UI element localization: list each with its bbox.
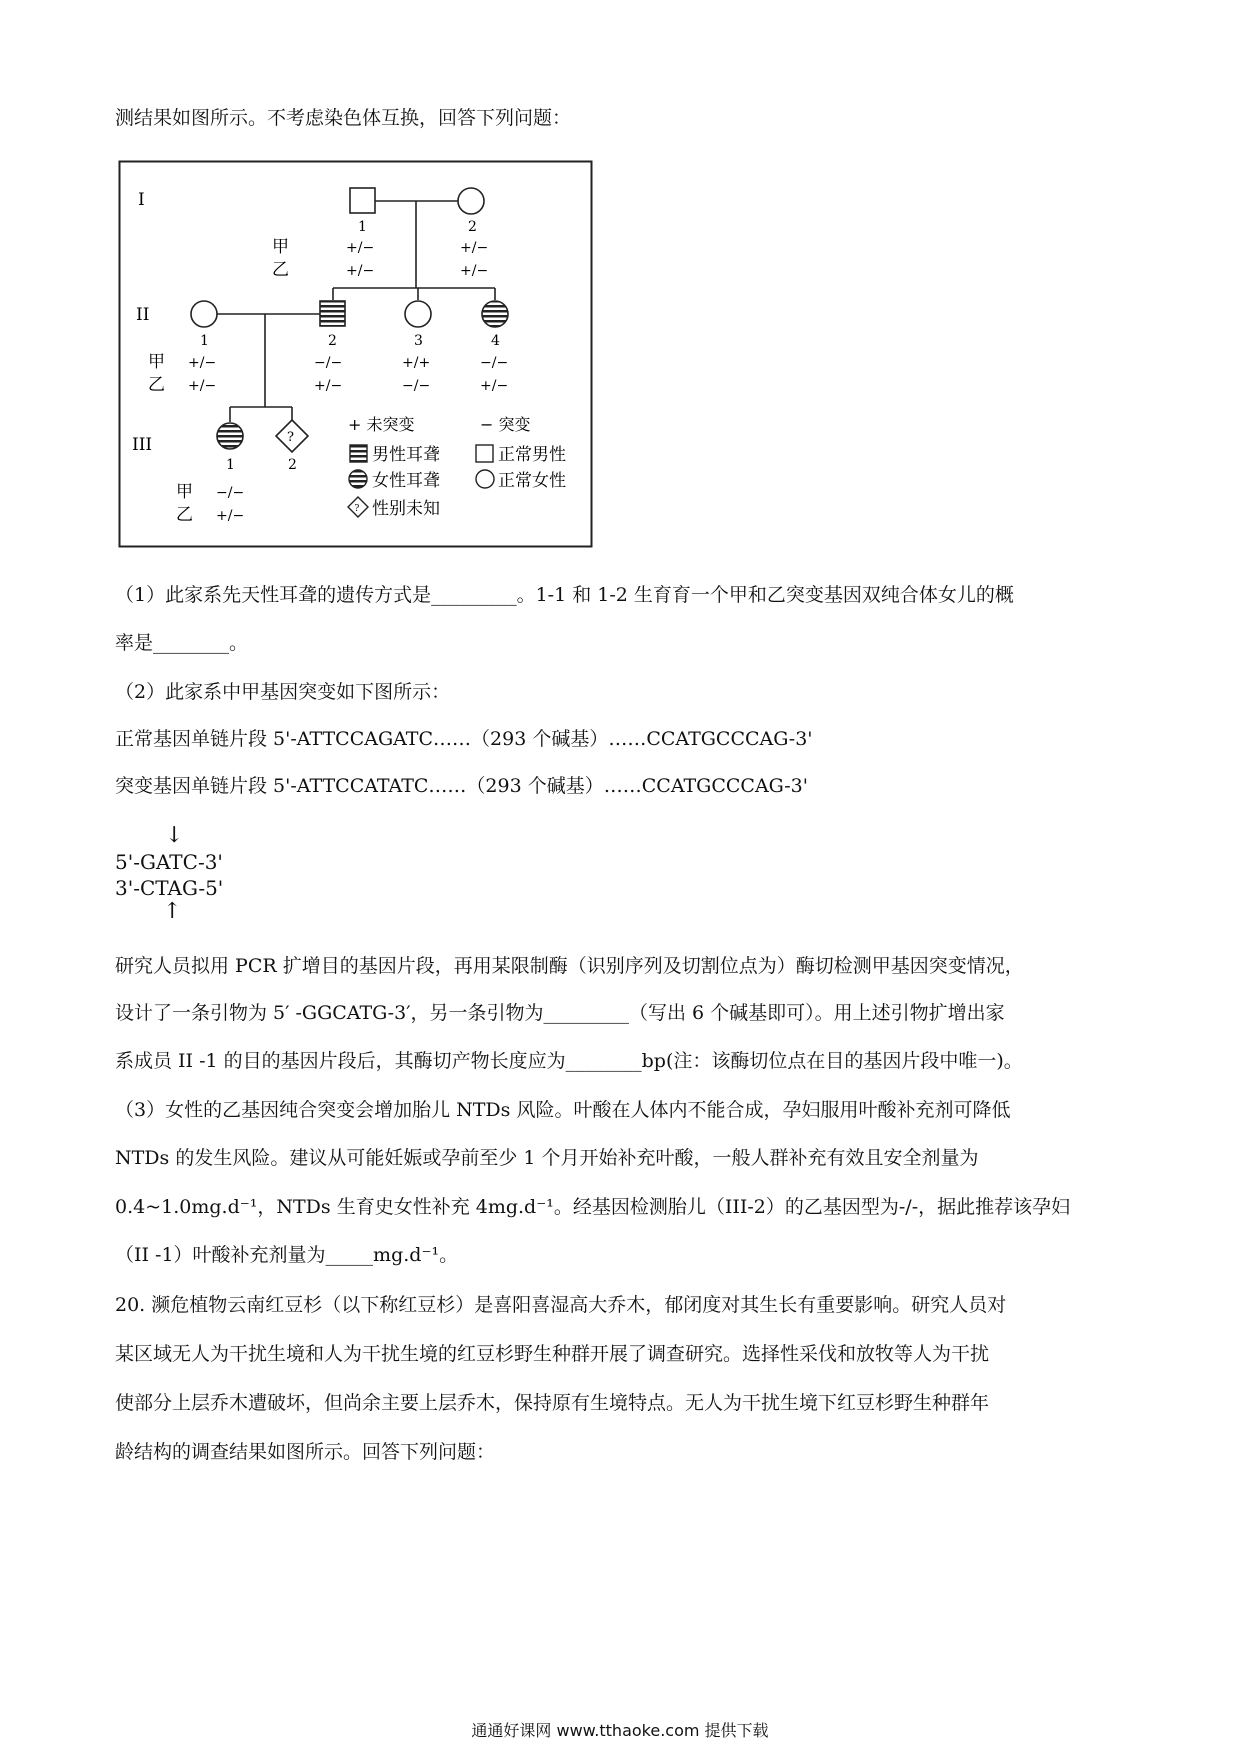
I-1-yi: +/− <box>346 263 375 279</box>
q20-para-4: 龄结构的调查结果如图所示。回答下列问题： <box>115 1441 496 1463</box>
I-2-yi: +/− <box>460 263 489 279</box>
legend-sex-unknown: 性别未知 <box>372 499 440 519</box>
q1-line1: （1）此家系先天性耳聋的遗传方式是_________。1-1 和 1-2 生育育一个甲和乙突变基因双纯合体女儿的概 <box>115 584 1014 606</box>
footer-source: 通通好课网 www.tthaoke.com 提供下载 <box>471 1721 769 1740</box>
q2-line1: （2）此家系中甲基因突变如下图所示： <box>115 681 451 703</box>
q20-para-3: 使部分上层乔木遭破坏，但尚余主要上层乔木，保持原有生境特点。无人为干扰生境下红豆杉野生种群年 <box>115 1392 990 1414</box>
q2-para-1: 研究人员拟用 PCR 扩增目的基因片段，再用某限制酶（识别序列及切割位点为）酶切检测甲基因突变情况， <box>115 955 1024 977</box>
cut-arrow-up: ↑ <box>163 899 182 924</box>
II-1-jia: +/− <box>188 355 217 371</box>
intro-line: 测结果如图所示。不考虑染色体互换，回答下列问题： <box>115 107 572 129</box>
gen-III-label: III <box>132 435 153 455</box>
I-1-jia: +/− <box>346 240 375 256</box>
II-4-deaf-female <box>482 301 508 327</box>
II-3-jia: +/+ <box>402 355 431 371</box>
III-1-jia: −/− <box>216 485 245 501</box>
q3-para-1: （3）女性的乙基因纯合突变会增加胎儿 NTDs 风险。叶酸在人体内不能合成，孕妇服用叶酸补充剂可降低 <box>115 1099 1011 1121</box>
gen-II-yi-label: 乙 <box>148 375 165 395</box>
II-4-number: 4 <box>491 333 500 349</box>
legend-normal-female: 正常女性 <box>498 471 566 491</box>
II-4-jia: −/− <box>480 355 509 371</box>
q1-line2: 率是________。 <box>115 632 249 654</box>
II-2-yi: +/− <box>314 378 343 394</box>
legend-male-deaf: 男性耳聋 <box>372 445 440 465</box>
q3-para-2: NTDs 的发生风险。建议从可能妊娠或孕前至少 1 个月开始补充叶酸，一般人群补充有效且安全剂量为 <box>115 1147 979 1169</box>
site-bottom-strand: 3'-CTAG-5' <box>115 876 224 900</box>
II-2-number: 2 <box>328 333 337 349</box>
II-2-deaf-male <box>320 301 345 326</box>
gen-I-label: I <box>138 190 145 210</box>
site-top-strand: 5'-GATC-3' <box>115 850 223 874</box>
II-2-jia: −/− <box>314 355 343 371</box>
gen-II-jia-label: 甲 <box>148 352 165 372</box>
pedigree-svg <box>118 160 593 548</box>
seq-mutant: 突变基因单链片段 5'-ATTCCATATC……（293 个碱基）……CCATGCCCAG-3' <box>115 775 808 797</box>
legend-not-mutated: + 未突变 <box>348 415 415 434</box>
III-1-deaf-female <box>217 423 243 449</box>
legend-mutated: − 突变 <box>480 415 531 434</box>
pedigree-figure <box>118 160 593 548</box>
legend-female-deaf: 女性耳聋 <box>372 471 440 491</box>
I-2-normal-female <box>458 188 484 214</box>
q2-para-3: 系成员 II -1 的目的基因片段后，其酶切产物长度应为________bp(注：该酶切位点在目的基因片段中唯一)。 <box>115 1050 1023 1072</box>
q20-para-1: 20. 濒危植物云南红豆杉（以下称红豆杉）是喜阳喜湿高大乔木，郁闭度对其生长有重要影响。研究人员对 <box>115 1294 1007 1316</box>
III-1-yi: +/− <box>216 508 245 524</box>
legend-normal-male-symbol <box>476 445 493 462</box>
II-4-yi: +/− <box>480 378 509 394</box>
cut-arrow-down: ↓ <box>165 823 184 848</box>
II-3-normal-female <box>405 301 431 327</box>
legend-normal-male: 正常男性 <box>498 445 566 465</box>
gen-I-yi-label: 乙 <box>272 260 289 280</box>
gen-II-label: II <box>136 305 150 325</box>
II-1-number: 1 <box>200 333 209 349</box>
q20-para-2: 某区域无人为干扰生境和人为干扰生境的红豆杉野生种群开展了调查研究。选择性采伐和放牧等人为干扰 <box>115 1343 990 1365</box>
gen-I-jia-label: 甲 <box>272 237 289 257</box>
legend-normal-female-symbol <box>476 470 494 488</box>
II-1-normal-female <box>191 301 217 327</box>
legend-sex-unknown-mark: ? <box>354 504 360 514</box>
II-3-yi: −/− <box>402 378 431 394</box>
III-1-number: 1 <box>226 457 235 473</box>
II-1-yi: +/− <box>188 378 217 394</box>
I-2-number: 2 <box>468 219 477 235</box>
legend-male-deaf-symbol <box>350 445 367 462</box>
q3-para-4: （II -1）叶酸补充剂量为_____mg.d⁻¹。 <box>115 1244 459 1266</box>
II-3-number: 3 <box>414 333 423 349</box>
III-2-number: 2 <box>288 457 297 473</box>
I-2-jia: +/− <box>460 240 489 256</box>
q2-para-2: 设计了一条引物为 5′ -GGCATG-3′，另一条引物为_________（写出 6 个碱基即可）。用上述引物扩增出家 <box>115 1002 1005 1024</box>
gen-III-jia-label: 甲 <box>176 482 193 502</box>
legend-female-deaf-symbol <box>349 470 367 488</box>
gen-III-yi-label: 乙 <box>176 505 193 525</box>
III-2-question-mark: ? <box>287 430 294 445</box>
seq-normal: 正常基因单链片段 5'-ATTCCAGATC……（293 个碱基）……CCATGCCCAG-3' <box>115 728 813 750</box>
I-1-number: 1 <box>358 219 367 235</box>
I-1-normal-male <box>350 188 375 213</box>
q3-para-3: 0.4~1.0mg.d⁻¹，NTDs 生育史女性补充 4mg.d⁻¹。经基因检测胎儿（III-2）的乙基因型为-/-，据此推荐该孕妇 <box>115 1196 1071 1218</box>
